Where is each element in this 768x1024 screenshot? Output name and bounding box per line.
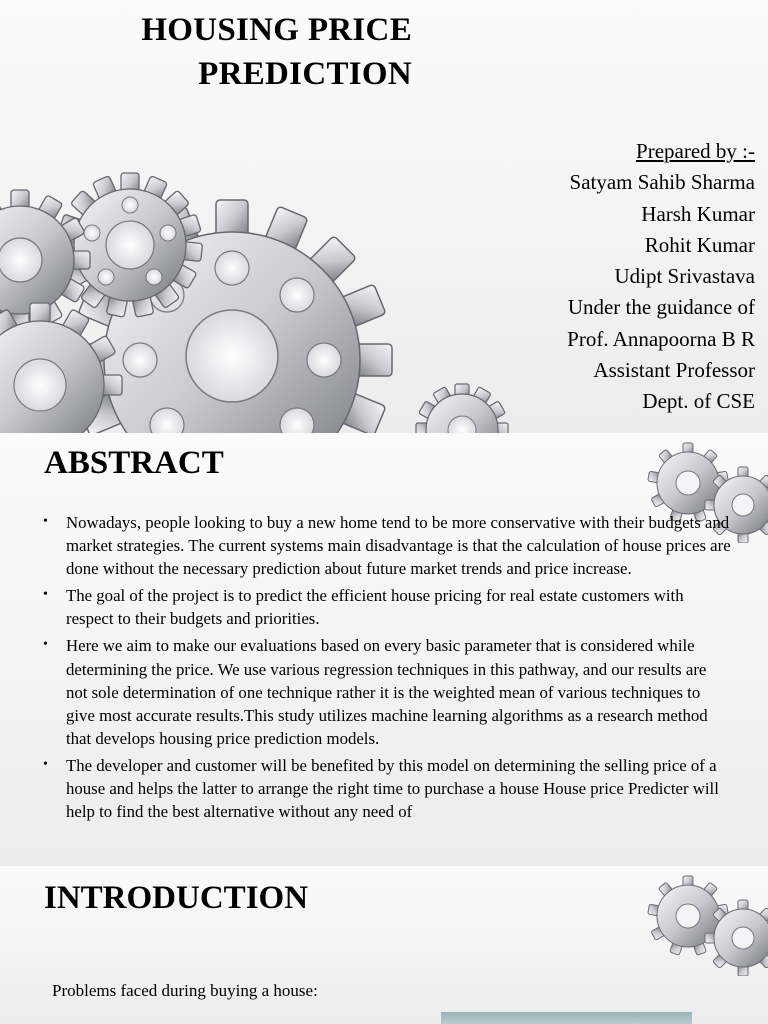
bullet-icon: • (43, 514, 48, 529)
list-item (43, 634, 731, 749)
title-slide (0, 0, 768, 433)
corner-gears-illustration (628, 866, 768, 976)
credits-block (567, 136, 755, 418)
abstract-slide (0, 433, 768, 866)
embedded-image (441, 1012, 692, 1024)
prepared-by-label: Prepared by :- (636, 139, 755, 163)
bullet-icon: • (43, 637, 48, 653)
introduction-heading: INTRODUCTION (44, 880, 309, 916)
list-item (43, 584, 731, 630)
presentation-title (0, 8, 412, 96)
abstract-heading: ABSTRACT (44, 445, 224, 481)
title-line-2: PREDICTION (198, 56, 412, 92)
problems-text: Problems faced during buying a house: (52, 981, 318, 1000)
author-name: Rohit Kumar (644, 232, 755, 257)
bullet-icon: • (43, 587, 48, 603)
bullet-text: Here we aim to make our evaluations based on every basic parameter that is considered while determining the price. We use various regression techniques in this pathway, and our results are not sole determination of one technique rather it is the weighted mean of various techniques to give most accurate results.This study utilizes machine learning algorithms as a research method that develops housing price prediction models. (66, 636, 708, 748)
guidance-label: Under the guidance of (567, 295, 755, 320)
introduction-slide (0, 866, 768, 1024)
author-name: Harsh Kumar (641, 201, 755, 226)
guide-name: Prof. Annapoorna B R (567, 326, 755, 351)
bullet-text: The goal of the project is to predict the efficient house pricing for real estate customers with respect to their budgets and priorities. (66, 586, 684, 629)
author-name: Satyam Sahib Sharma (569, 170, 755, 195)
abstract-bullet-list (43, 511, 731, 827)
title-line-1: HOUSING PRICE (141, 12, 412, 48)
department: Dept. of CSE (642, 389, 755, 414)
author-name: Udipt Srivastava (614, 264, 755, 289)
bullet-text: Nowadays, people looking to buy a new home tend to be more conservative with their budgets and market strategies. The current systems main disadvantage is that the calculation of house prices are done without the necessary prediction about future market trends and price increase. (66, 513, 731, 579)
list-item (43, 754, 731, 823)
bullet-text: The developer and customer will be benefited by this model on determining the selling price of a house and helps the latter to arrange the right time to purchase a house House price Predicter will help to find the best alternative without any need of (66, 755, 719, 822)
list-item (43, 511, 731, 580)
bullet-icon: • (43, 756, 48, 772)
guide-designation: Assistant Professor (593, 358, 755, 383)
